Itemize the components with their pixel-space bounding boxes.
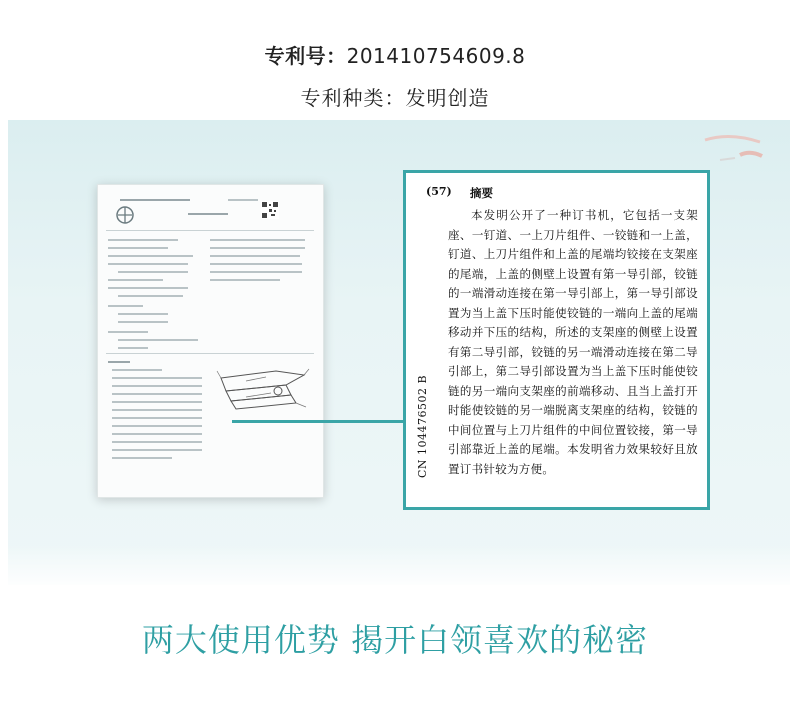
patent-type: 专利种类：发明创造 [300, 86, 490, 110]
stapler-drawing-icon [216, 363, 311, 418]
brush-decoration-icon [700, 130, 770, 170]
abstract-title: 摘要 [470, 186, 493, 200]
abstract-box [403, 170, 710, 510]
band-fade [0, 545, 790, 590]
abstract-text: 本发明公开了一种订书机，它包括一支架座、一钉道、一上刀片组件、一铰链和一上盖，钉道、上刀片组件和上盖的尾端均铰接在支架座的尾端，上盖的侧壁上设置有第一导引部，铰链的一端滑动连接在第一导引部上，第一导引部设置为当上盖下压时能使铰链的一端向上盖的尾端移动并下压的结构，所述的支架座的侧壁上设置有第二导引部，铰链的另一端滑动连接在第二导引部上，第二导引部设置为当上盖下压时能使铰链的另一端向支架座的前端移动、且当上盖打开时能使铰链的另一端脱离支架座的结构，铰链的中间位置与上刀片组件的中间位置铰接，第一导引部靠近上盖的尾端。本发明省力效果较好且放置订书针较为方便。 [448, 208, 698, 476]
patent-office-logo-icon [112, 205, 138, 225]
qr-code-icon [261, 201, 279, 219]
header [0, 0, 790, 120]
patent-number-value: 201410754609.8 [346, 44, 526, 68]
publication-number: CN 104476502 B [416, 374, 429, 478]
patent-number [0, 40, 790, 69]
connector-line [232, 420, 404, 423]
patent-document-thumbnail [97, 184, 324, 498]
patent-number-label: 专利号： [264, 44, 347, 68]
slogan: 两大使用优势 揭开白领喜欢的秘密 [141, 621, 649, 659]
abstract-code: (57) [426, 185, 452, 198]
